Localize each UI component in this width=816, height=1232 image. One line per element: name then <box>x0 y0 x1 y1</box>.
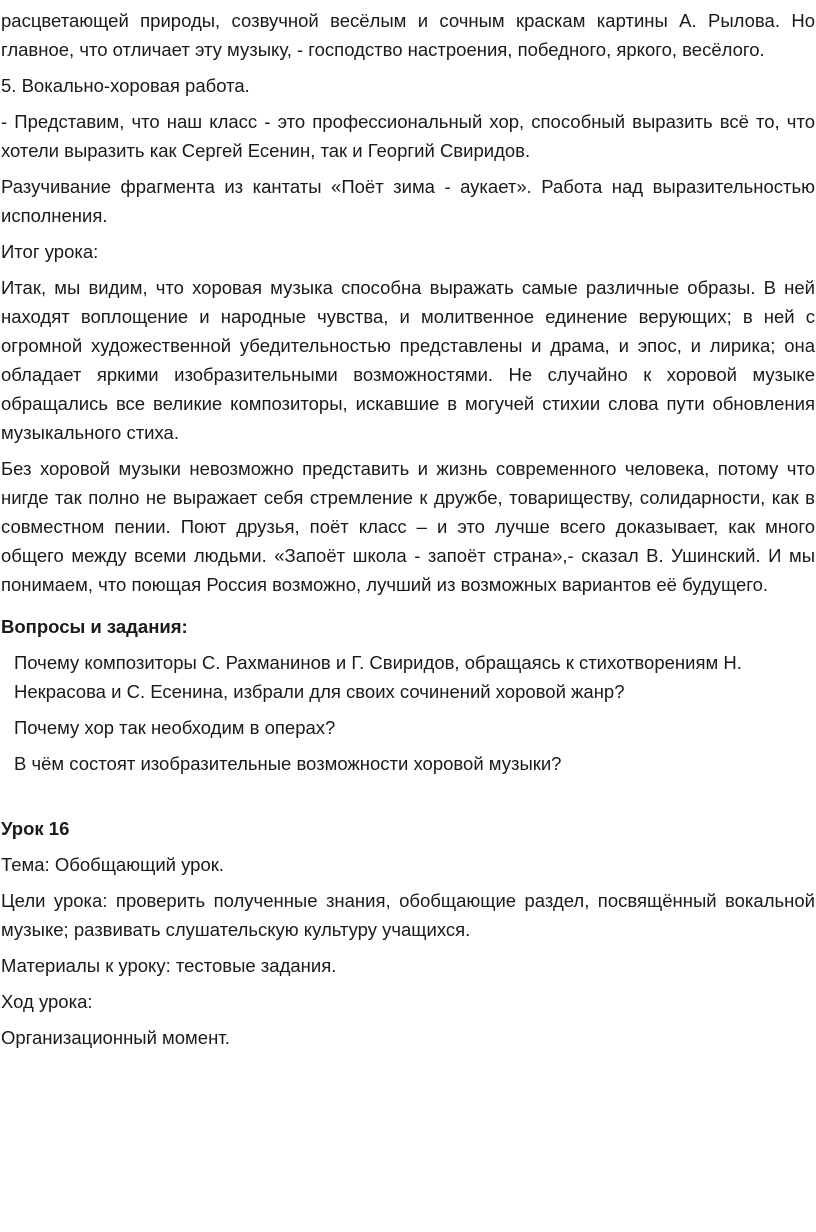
lesson-topic: Тема: Обобщающий урок. <box>1 854 224 875</box>
question-item-3: В чём состоят изобразительные возможности хоровой музыки? <box>14 753 562 774</box>
questions-list <box>0 648 816 778</box>
question-item-2: Почему хор так необходим в операх? <box>14 717 336 738</box>
lesson-16-heading: Урок 16 <box>1 818 70 839</box>
lesson-course-label: Ход урока: <box>1 991 93 1012</box>
lesson-materials: Материалы к уроку: тестовые задания. <box>1 955 337 976</box>
paragraph-spring-music: расцветающей природы, созвучной весёлым и сочным краскам картины А. Рылова. Но главное, что отличает эту музыку, - господство настроения, победного, яркого, весёлого. <box>1 10 815 60</box>
paragraph-cantata-learning: Разучивание фрагмента из кантаты «Поёт зима - аукает». Работа над выразительностью исполнения. <box>1 176 815 226</box>
section-vocal-choral-work: 5. Вокально-хоровая работа. <box>1 75 250 96</box>
organizational-moment: Организационный момент. <box>1 1027 230 1048</box>
question-item-1: Почему композиторы С. Рахманинов и Г. Свиридов, обращаясь к стихотворениям Н. Некрасова и С. Есенина, избрали для своих сочинений хоровой жанр? <box>14 652 742 702</box>
questions-heading: Вопросы и задания: <box>1 616 188 637</box>
paragraph-professional-choir: - Представим, что наш класс - это профессиональный хор, способный выразить всё то, что хотели выразить как Сергей Есенин, так и Георгий Свиридов. <box>1 111 815 161</box>
lesson-summary-label: Итог урока: <box>1 241 99 262</box>
lesson-goals: Цели урока: проверить полученные знания, обобщающие раздел, посвящённый вокальной музыке; развивать слушательскую культуру учащихся. <box>1 890 815 940</box>
paragraph-modern-life: Без хоровой музыки невозможно представить и жизнь современного человека, потому что нигде так полно не выражает себя стремление к дружбе, товариществу, солидарности, как в совместном пении. Поют друзья, поёт класс – и это лучше всего доказывает, как много общего между всеми людьми. «Запоёт школа - запоёт страна»,- сказал В. Ушинский. И мы понимаем, что поющая Россия возможно, лучший из возможных вариантов её будущего. <box>1 458 815 595</box>
paragraph-choral-music-images: Итак, мы видим, что хоровая музыка способна выражать самые различные образы. В ней находят воплощение и народные чувства, и молитвенное единение верующих; в ней с огромной художественной убедительностью представлены и драма, и эпос, и лирика; она обладает яркими изобразительными возможностями. Не случайно к хоровой музыке обращались все великие композиторы, искавшие в могучей стихии слова пути обновления музыкального стиха. <box>1 277 815 443</box>
